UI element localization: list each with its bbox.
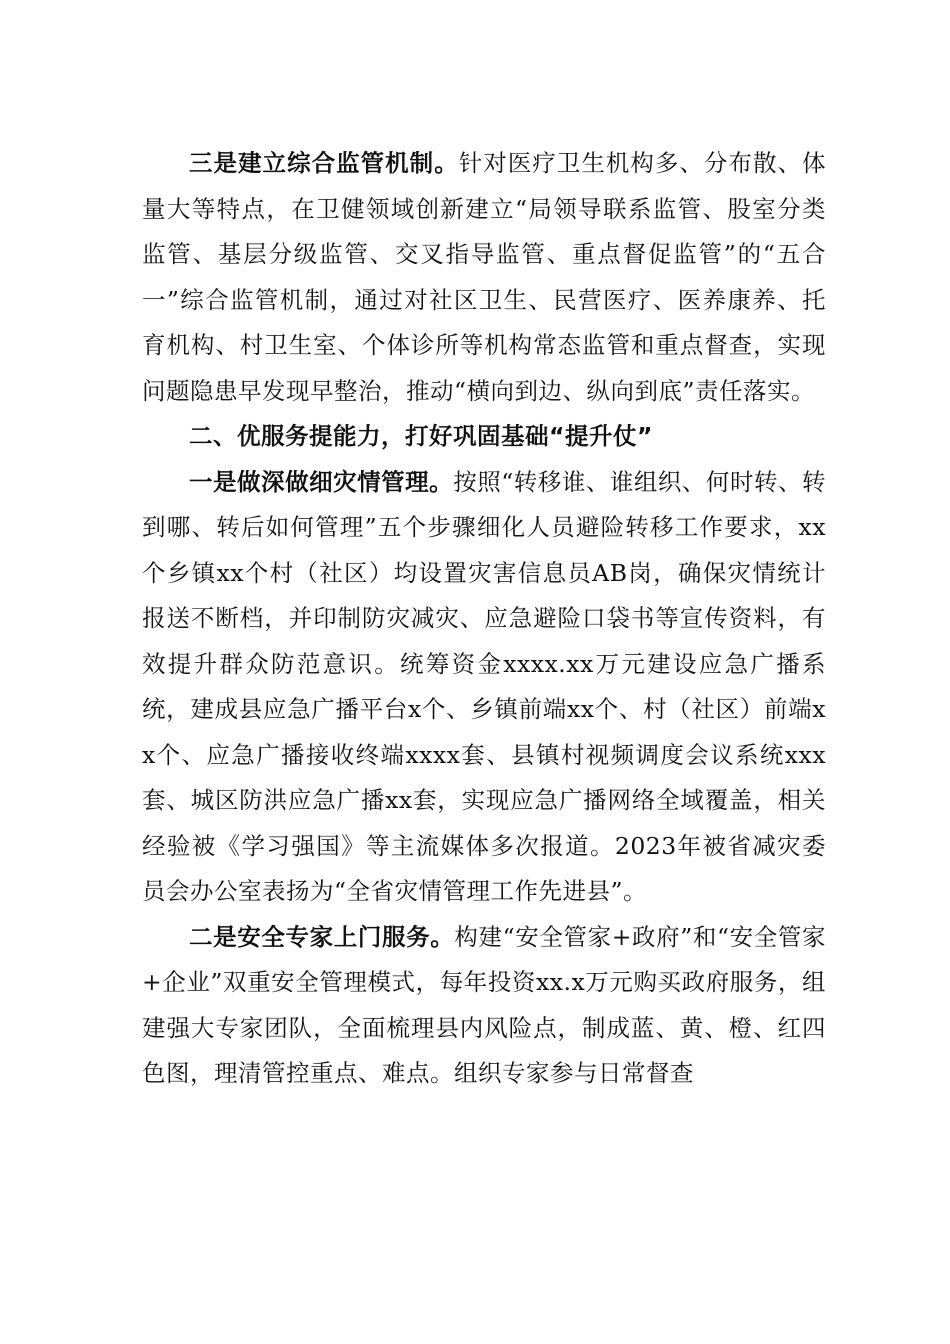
- paragraph-body: 构建“安全管家+政府”和“安全管家+企业”双重安全管理模式，每年投资xx.x万元购买政府服务，组建强大专家团队，全面梳理县内风险点，制成蓝、黄、橙、红四色图，理清管控重点、难点。组织专家参与日常督查: [142, 922, 827, 1087]
- document-body: [142, 141, 826, 1097]
- paragraph-body: 针对医疗卫生机构多、分布散、体量大等特点，在卫健领域创新建立“局领导联系监管、股室分类监管、基层分级监管、交叉指导监管、重点督促监管”的“五合一”综合监管机制，通过对社区卫生、民营医疗、医养康养、托育机构、村卫生室、个体诊所等机构常态监管和重点督查，实现问题隐患早发现早整治，推动“横向到边、纵向到底”责任落实。: [142, 149, 827, 405]
- paragraph-lead: 二是安全专家上门服务。: [189, 922, 455, 951]
- section-heading: 二、优服务提能力，打好巩固基础“提升仗”: [189, 422, 653, 450]
- paragraph-disaster-management: [142, 460, 826, 915]
- paragraph-supervision-mechanism: [142, 141, 826, 414]
- paragraph-lead: 一是做深做细灾情管理。: [189, 467, 454, 496]
- paragraph-expert-service: [142, 915, 826, 1097]
- paragraph-lead: 三是建立综合监管机制。: [189, 149, 459, 177]
- paragraph-body: 按照“转移谁、谁组织、何时转、转到哪、转后如何管理”五个步骤细化人员避险转移工作要求，xx个乡镇xx个村（社区）均设置灾害信息员AB岗，确保灾情统计报送不断档，并印制防灾减灾、应急避险口袋书等宣传资料，有效提升群众防范意识。统筹资金xxxx.xx万元建设应急广播系统，建成县应急广播平台x个、乡镇前端xx个、村（社区）前端xx个、应急广播接收终端xxxx套、县镇村视频调度会议系统xxx套、城区防洪应急广播xx套，实现应急广播网络全域覆盖，相关经验被《学习强国》等主流媒体多次报道。2023年被省减灾委员会办公室表扬为“全省灾情管理工作先进县”。: [142, 467, 827, 905]
